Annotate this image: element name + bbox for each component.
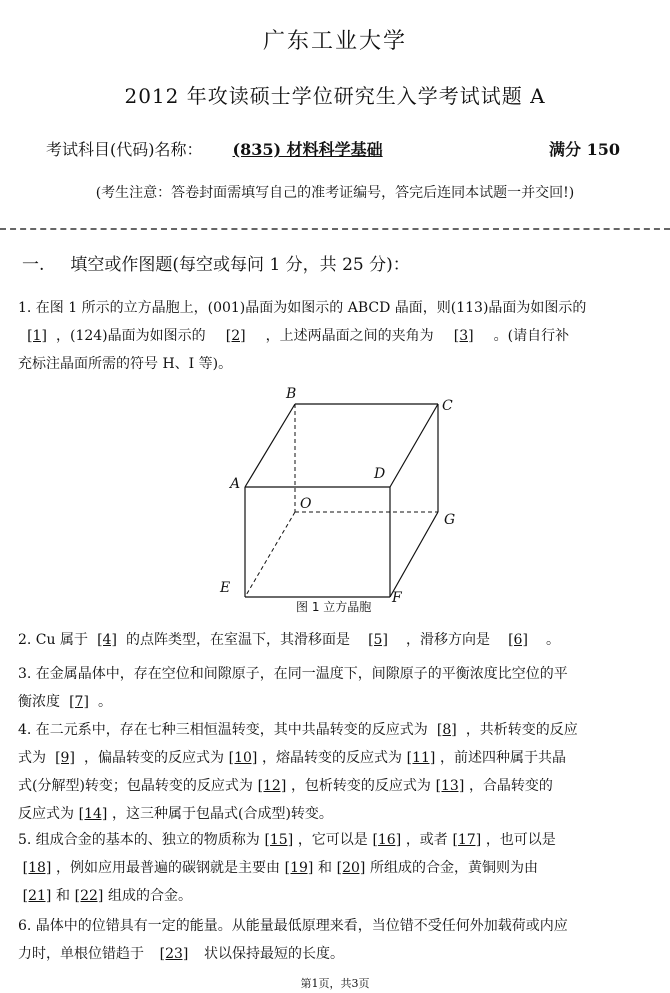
q3-text: 衡浓度 xyxy=(18,694,60,710)
q4-line4 xyxy=(18,800,642,828)
question-5 xyxy=(18,826,642,910)
q4-text: 式为 xyxy=(18,750,46,766)
q5-text: 和 xyxy=(56,888,70,904)
blank-9: [9] xyxy=(55,750,75,766)
blank-7: [7] xyxy=(69,694,89,710)
q4-text: ，前述四种属于共晶 xyxy=(440,750,566,766)
blank-3: [3] xyxy=(453,328,474,344)
blank-15: [15] xyxy=(264,832,294,848)
blank-1: [1] xyxy=(27,328,47,344)
q1-text: ，(124)晶面为如图示的 xyxy=(56,328,206,344)
q4-text: 反应式为 xyxy=(18,806,74,822)
edge-FG xyxy=(390,512,438,597)
full-score: 满分 150 xyxy=(549,140,620,159)
blank-10: [10] xyxy=(228,750,258,766)
q1-text: ，上述两晶面之间的夹角为 xyxy=(265,328,434,344)
section-number: 一. xyxy=(22,255,45,275)
blank-12: [12] xyxy=(257,778,287,794)
q4-text: ，合晶转变的 xyxy=(468,778,553,794)
q6-line2 xyxy=(18,940,642,968)
blank-2: [2] xyxy=(225,328,246,344)
blank-8: [8] xyxy=(436,722,457,738)
blank-13: [13] xyxy=(435,778,465,794)
q4-text: ，这三种属于包晶式(合成型)转变。 xyxy=(112,806,333,822)
edge-AB xyxy=(245,404,295,487)
blank-16: [16] xyxy=(372,832,402,848)
question-4 xyxy=(18,716,642,828)
exam-title: 2012 年攻读硕士学位研究生入学考试试题 A xyxy=(124,84,546,108)
q3-text: 。 xyxy=(98,694,112,710)
subject-prefix: 考试科目(代码)名称： xyxy=(46,140,203,159)
q3-line1: 3. 在金属晶体中，存在空位和间隙原子，在同一温度下，间隙原子的平衡浓度比空位的平 xyxy=(18,666,568,682)
q5-text: 所组成的合金，黄铜则为由 xyxy=(370,860,538,876)
cube-diagram xyxy=(210,392,470,622)
blank-22: [22] xyxy=(74,888,104,904)
label-O: O xyxy=(300,496,312,512)
section-title: 填空或作图题(每空或每问 1 分，共 25 分)： xyxy=(70,255,410,275)
blank-18: [18] xyxy=(22,860,52,876)
q4-line2 xyxy=(18,744,642,772)
q6-text: 状以保持最短的长度。 xyxy=(204,946,344,962)
q5-text: ，它可以是 xyxy=(297,832,368,848)
q1-line2 xyxy=(18,322,642,350)
question-1 xyxy=(18,294,642,378)
blank-19: [19] xyxy=(284,860,314,876)
candidate-notice: (考生注意：答卷封面需填写自己的准考证编号，答完后连同本试题一并交回!) xyxy=(95,185,575,201)
blank-17: [17] xyxy=(452,832,482,848)
q4-text: 4. 在二元系中，存在七种三相恒温转变，其中共晶转变的反应式为 xyxy=(18,722,428,738)
q4-text: ，熔晶转变的反应式为 xyxy=(262,750,402,766)
blank-4: [4] xyxy=(97,632,117,648)
q6-text: 力时，单根位错趋于 xyxy=(18,946,144,962)
q4-text: ，包析转变的反应式为 xyxy=(290,778,431,794)
q2-text: 的点阵类型，在室温下，其滑移面是 xyxy=(126,632,350,648)
label-D: D xyxy=(374,466,386,482)
blank-20: [20] xyxy=(336,860,366,876)
q4-line3 xyxy=(18,772,642,800)
page-footer: 第1页，共3页 xyxy=(300,977,370,990)
figure-caption: 图 1 立方晶胞 xyxy=(296,600,372,614)
q4-text: ，共析转变的反应 xyxy=(465,722,578,738)
q5-text: 组成的合金。 xyxy=(108,888,192,904)
q4-line1 xyxy=(18,716,642,744)
blank-21: [21] xyxy=(22,888,52,904)
edge-OE xyxy=(245,512,295,597)
edge-DC xyxy=(390,404,438,487)
q5-text: ，例如应用最普遍的碳钢就是主要由 xyxy=(56,860,280,876)
q5-text: ，或者 xyxy=(405,832,448,848)
q1-text: 。(请自行补 xyxy=(493,328,570,344)
q1-line3: 充标注晶面所需的符号 H、I 等)。 xyxy=(18,356,233,372)
label-F: F xyxy=(392,590,402,606)
q5-line1 xyxy=(18,826,642,854)
label-A: A xyxy=(230,476,241,492)
blank-23: [23] xyxy=(159,946,189,962)
q6-line1: 6. 晶体中的位错具有一定的能量。从能量最低原理来看，当位错不受任何外加载荷或内应 xyxy=(18,918,568,934)
q2-text: ，滑移方向是 xyxy=(406,632,490,648)
blank-5: [5] xyxy=(368,632,388,648)
blank-14: [14] xyxy=(78,806,108,822)
q1-line1: 1. 在图 1 所示的立方晶胞上，(001)晶面为如图示的 ABCD 晶面，则(113)晶面为如图示的 xyxy=(18,300,587,316)
blank-6: [6] xyxy=(508,632,528,648)
q2-text: 2. Cu 属于 xyxy=(18,632,88,648)
blank-11: [11] xyxy=(406,750,436,766)
exam-page xyxy=(10,10,660,978)
figure-cubic-cell xyxy=(210,386,470,622)
q5-text: 5. 组成合金的基本的、独立的物质称为 xyxy=(18,832,260,848)
q5-text: ，也可以是 xyxy=(485,832,556,848)
q5-line3 xyxy=(18,882,642,910)
q4-text: 式(分解型)转变；包晶转变的反应式为 xyxy=(18,778,253,794)
label-E: E xyxy=(220,580,231,596)
separator-line xyxy=(0,228,670,230)
q5-line2 xyxy=(18,854,642,882)
subject-row xyxy=(46,137,620,160)
label-C: C xyxy=(442,398,453,414)
q2-text: 。 xyxy=(546,632,560,648)
university-name: 广东工业大学 xyxy=(262,29,407,54)
q5-text: 和 xyxy=(318,860,332,876)
q3-line2 xyxy=(18,688,642,716)
question-6 xyxy=(18,912,642,968)
subject-code: (835) 材料科学基础 xyxy=(232,140,383,159)
label-G: G xyxy=(444,512,456,528)
question-3 xyxy=(18,660,642,716)
q4-text: ，偏晶转变的反应式为 xyxy=(84,750,224,766)
section-heading xyxy=(22,250,410,275)
question-2 xyxy=(18,626,642,654)
label-B: B xyxy=(286,386,297,402)
